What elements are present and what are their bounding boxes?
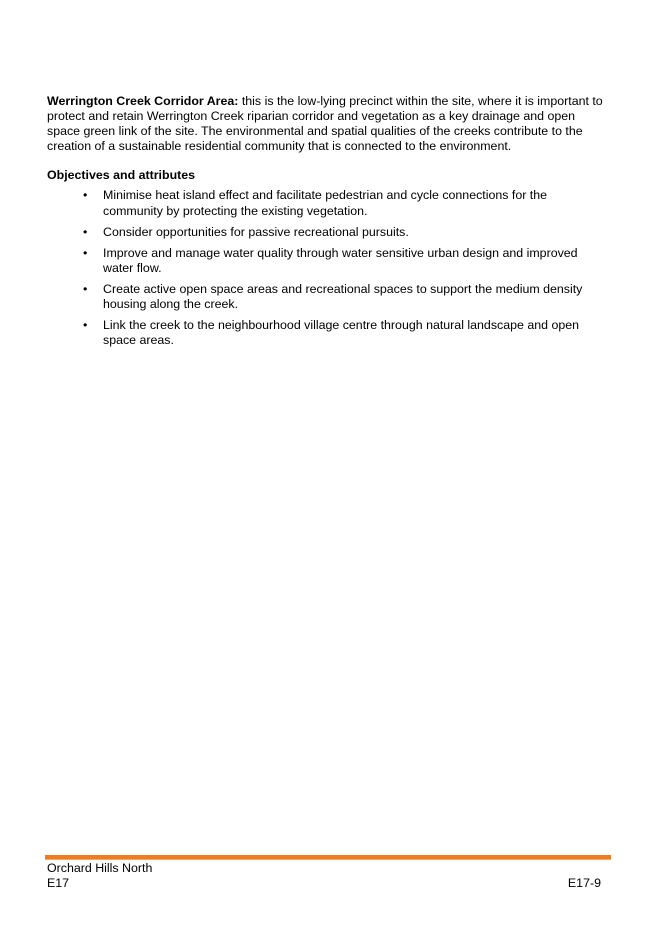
page-number: E17-9	[567, 876, 601, 890]
list-item-text: Create active open space areas and recreational spaces to support the medium density housing along the creek.	[103, 281, 583, 312]
list-item-text: Link the creek to the neighbourhood village centre through natural landscape and open space areas.	[103, 318, 580, 348]
bullet-icon: •	[83, 188, 88, 203]
intro-lead-term: Werrington Creek Corridor Area:	[47, 94, 239, 108]
footer-divider	[45, 855, 611, 859]
list-item	[47, 188, 609, 218]
list-item-text: Consider opportunities for passive recreational pursuits.	[103, 224, 409, 239]
list-item	[47, 246, 609, 276]
bullet-icon: •	[83, 281, 88, 296]
bullet-icon: •	[83, 318, 88, 333]
list-item-text: Improve and manage water quality through water sensitive urban design and improved water flow.	[103, 245, 578, 275]
list-item	[47, 318, 609, 348]
bullet-icon: •	[83, 245, 88, 260]
bullet-icon: •	[83, 224, 88, 239]
list-item-text: Minimise heat island effect and facilitate pedestrian and cycle connections for the community by protecting the existing vegetation.	[103, 188, 548, 218]
list-item	[47, 225, 609, 240]
section-heading: Objectives and attributes	[47, 168, 196, 183]
document-name: Orchard Hills North	[47, 861, 153, 875]
page-content	[47, 94, 609, 354]
list-item	[47, 282, 609, 312]
objectives-list	[47, 188, 609, 348]
intro-text: this is the low-lying precinct within the site, where it is important to protect and retain Werrington Creek riparian corridor and vegetation as a key drainage and open space green link of the site. The environmental and spatial qualities of the creeks contribute to the creation of a sustainable residential community that is connected to the environment.	[47, 94, 603, 154]
intro-paragraph	[47, 94, 609, 154]
section-code: E17	[47, 876, 70, 890]
footer-left	[47, 861, 152, 891]
